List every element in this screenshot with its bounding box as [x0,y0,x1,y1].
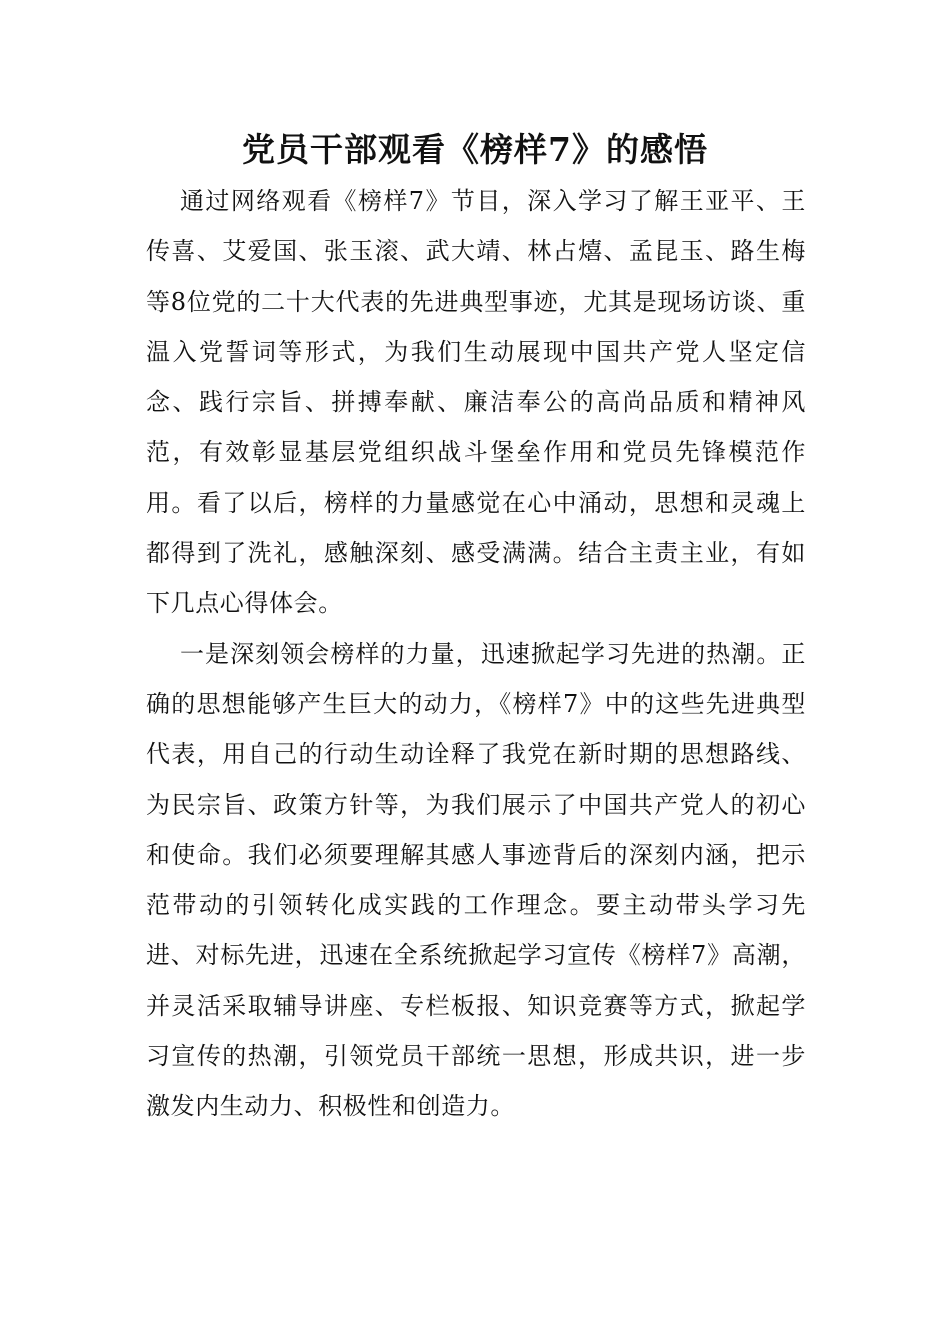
document-body [146,176,806,1132]
paragraph-point-one: 一是深刻领会榜样的力量，迅速掀起学习先进的热潮。正确的思想能够产生巨大的动力，《榜样7》中的这些先进典型代表，用自己的行动生动诠释了我党在新时期的思想路线、为民宗旨、政策方针等，为我们展示了中国共产党人的初心和使命。我们必须要理解其感人事迹背后的深刻内涵，把示范带动的引领转化成实践的工作理念。要主动带头学习先进、对标先进，迅速在全系统掀起学习宣传《榜样7》高潮，并灵活采取辅导讲座、专栏板报、知识竞赛等方式，掀起学习宣传的热潮，引领党员干部统一思想，形成共识，进一步激发内生动力、积极性和创造力。 [146,639,806,1121]
page-title: 党员干部观看《榜样7》的感悟 [242,130,708,169]
paragraph-intro: 通过网络观看《榜样7》节目，深入学习了解王亚平、王传喜、艾爱国、张玉滚、武大靖、林占熺、孟昆玉、路生梅等8位党的二十大代表的先进典型事迹，尤其是现场访谈、重温入党誓词等形式，为我们生动展现中国共产党人坚定信念、践行宗旨、拼搏奉献、廉洁奉公的高尚品质和精神风范，有效彰显基层党组织战斗堡垒作用和党员先锋模范作用。看了以后，榜样的力量感觉在心中涌动，思想和灵魂上都得到了洗礼，感触深刻、感受满满。结合主责主业，有如下几点心得体会。 [146,187,806,618]
